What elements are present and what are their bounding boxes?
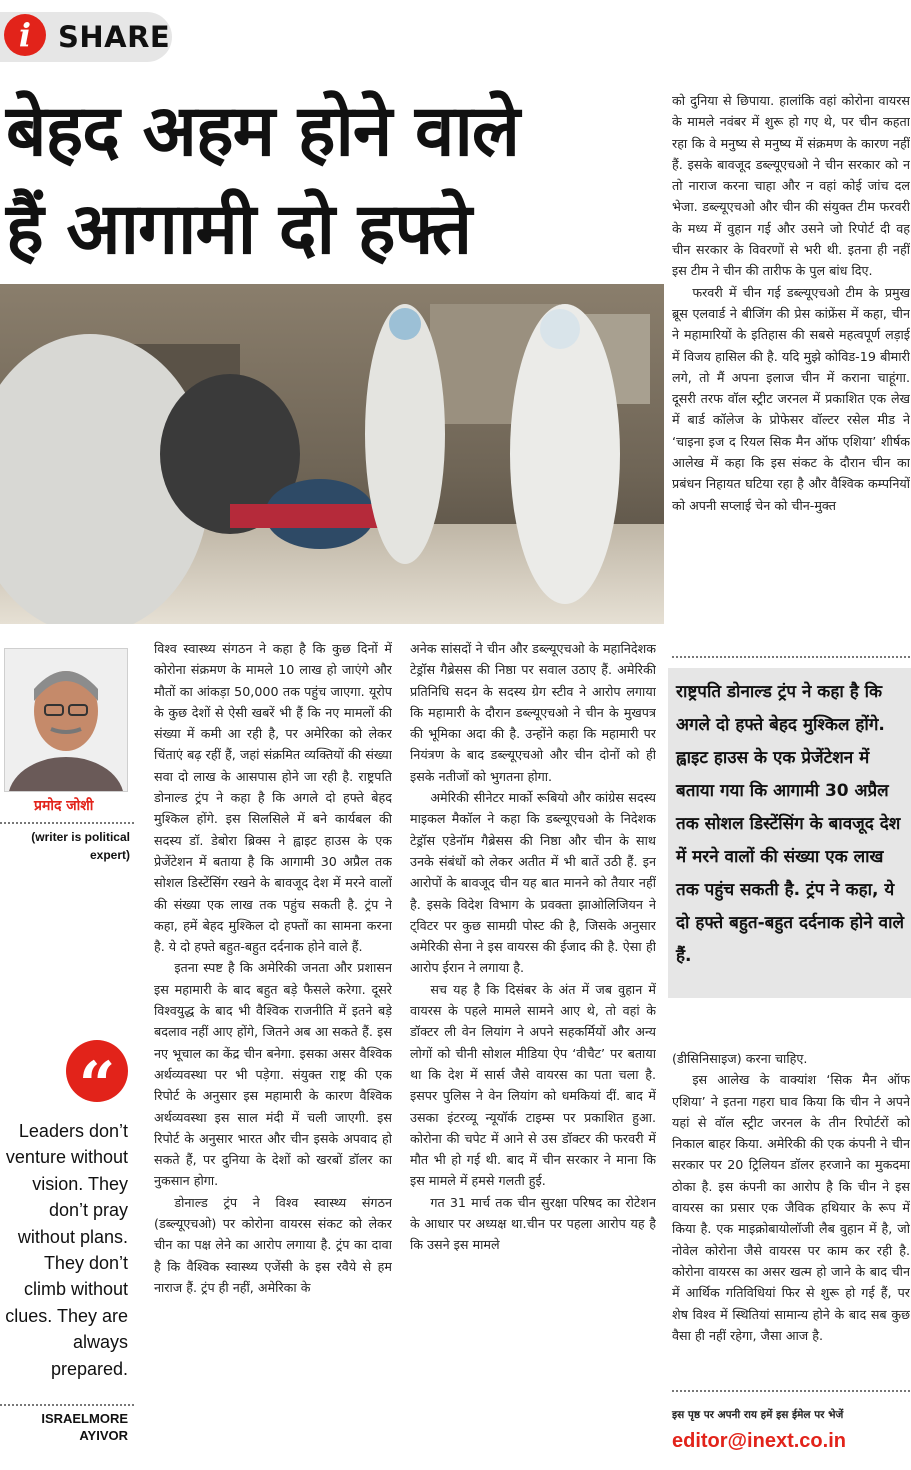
article-column-3-top bbox=[672, 90, 910, 665]
quote-divider bbox=[0, 1404, 134, 1406]
paragraph: (डीसिनिसाइज) करना चाहिए. bbox=[672, 1051, 808, 1066]
author-divider bbox=[0, 822, 134, 824]
paragraph: डोनाल्ड ट्रंप ने विश्व स्वास्थ्य संगठन (डब्ल्यूएचओ) पर कोरोना वायरस संकट को लेकर चीन का पक्ष लेने का आरोप लगाया है. ट्रंप का दावा है कि वैश्विक स्वास्थ्य एजेंसी के इस रवैये से हम नाराज हैं. ट्रंप ही नहीं, अमेरिका के bbox=[154, 1194, 392, 1295]
paragraph: सच यह है कि दिसंबर के अंत में जब वुहान में वायरस के पहले मामले सामने आए थे, तो वहां के डॉक्टर ली वेन लियांग ने अपने सहकर्मियों और अन्य लोगों को चीनी सोशल मीडिया ऐप ‘वीचैट’ पर बताया था कि देश में सार्स जैसे वायरस का पता चला है. इसपर पुलिस ने वेन लियांग को धमकियां दीं. बाद में उसका इंटरव्यू न्यूयॉर्क टाइम्स पर प्रकाशित हुआ. कोरोना की चपेट में आने से उस डॉक्टर की फरवरी में मौत भी हो गई थी. बाद में चीन सरकार ने माना कि इस मामले में हमसे गलती हुई. bbox=[410, 981, 656, 1189]
paragraph: इस आलेख के वाक्यांश ‘सिक मैन ऑफ एशिया’ ने इतना गहरा घाव किया कि चीन ने अपने यहां से वॉल स्ट्रीट जरनल के तीन रिपोर्टरों को निकाल बाहर किया. अमेरिकी की एक कंपनी ने चीन सरकार पर 20 ट्रिलियन डॉलर हरजाने का मुकदमा ठोका है. इस कंपनी का आरोप है कि चीन ने इस वायरस का प्रसार एक जैविक हथियार के रूप में किया है. एक माइक्रोबायोलॉजी लैब वुहान में है, जो नोवेल कोरोना जैसे वायरस पर काम कर रही है. कोरोना वायरस का असर खत्म हो जाने के बाद चीन में आर्थिक गतिविधियां फिर से शुरू हो गई हैं, पर शेष विश्व में स्थितियां सामान्य होने के बाद सब कुछ वैसा ही नहीं रहेगा, जैसा आज है. bbox=[672, 1072, 910, 1343]
pull-quote-divider bbox=[672, 656, 910, 658]
quote-author: ISRAELMORE AYIVOR bbox=[41, 1411, 128, 1443]
feedback-email-link[interactable]: editor@inext.co.in bbox=[672, 1430, 846, 1452]
paragraph: अमेरिकी सीनेटर मार्को रूबियो और कांग्रेस सदस्य माइकल मैकॉल ने कहा कि डब्ल्यूएचओ के निदेशक टेड्रॉस एडेनॉम गैब्रेसस की निष्ठा और चीन के साथ उनके संबंधों को लेकर अतीत में भी बातें उठी हैं. इन आरोपों के बावजूद चीन यह बात मानने को तैयार नहीं है. इसके विदेश विभाग के प्रवक्ता झाओलिजियन ने ट्विटर पर कुछ सामग्री पोस्ट की है, जिसके अनुसार अमेरिकी सेना ने इस वायरस की ईजाद की है. ऐसा ही आरोप ईरान ने लगाया है. bbox=[410, 790, 656, 976]
footer-divider bbox=[672, 1390, 910, 1392]
brand-logo: i bbox=[4, 14, 46, 56]
paragraph: विश्व स्वास्थ्य संगठन ने कहा है कि कुछ दिनों में कोरोना संक्रमण के मामले 10 लाख हो जाएंगे और मौतों का आंकड़ा 50,000 तक पहुंच जाएगा. यूरोप के कुछ देशों से ऐसी खबरें भी हैं कि नए मामलों की संख्या में कमी आ रही है, पर अमेरिका को लेकर चिंताएं बढ़ रहीं हैं, जहां संक्रमित व्यक्तियों की संख्या सवा दो लाख के आसपास होने जा रही है. राष्ट्रपति डोनाल्ड ट्रंप ने कहा है कि अगले दो हफ्ते बेहद मुश्किल होंगे. इस सिलसिले में बने कार्यबल की सदस्य डॉ. डेबोरा ब्रिक्स ने ह्वाइट हाउस के एक प्रेजेंटेशन में बताया है कि आगामी 30 अप्रैल तक सोशल डिस्टेंसिंग रखने के बावजूद देश में मरने वालों की संख्या एक लाख तक पहुंच सकती है. ट्रंप ने कहा, हमें बेहद मुश्किल दो हफ्तों का सामना करना है. ये दो हफ्ते बहुत-बहुत दर्दनाक होने वाले हैं. bbox=[154, 641, 392, 955]
quote-text: Leaders don’t venture without vision. They don’t pray without plans. They don’t climb without clues. They are always prepared. bbox=[5, 1121, 128, 1379]
quote-icon: “ bbox=[66, 1040, 128, 1102]
pull-quote-text: राष्ट्रपति डोनाल्ड ट्रंप ने कहा है कि अगले दो हफ्ते बेहद मुश्किल होंगे. ह्वाइट हाउस के एक प्रेजेंटेशन में बताया गया कि आगामी 30 अप्रैल तक सोशल डिस्टेंसिंग के बावजूद देश में मरने वालों की संख्या एक लाख तक पहुंच सकती है. ट्रंप ने कहा, ये दो हफ्ते बहुत-बहुत दर्दनाक होने वाले हैं. bbox=[676, 682, 904, 966]
article-column-2 bbox=[410, 638, 656, 1468]
headline-line-1: बेहद अहम होने वाले bbox=[6, 89, 519, 172]
section-label: SHARE bbox=[58, 20, 171, 54]
headline-line-2: हैं आगामी दो हफ्ते bbox=[6, 187, 472, 270]
article-column-1 bbox=[154, 638, 392, 1468]
photo-ppe-worker-center bbox=[365, 304, 445, 564]
photo-mask bbox=[389, 308, 421, 340]
paragraph: अनेक सांसदों ने चीन और डब्ल्यूएचओ के महानिदेशक टेड्रॉस गैब्रेसस की निष्ठा पर सवाल उठाए हैं. अमेरिकी प्रतिनिधि सदन के सदस्य ग्रेग स्टीव ने आरोप लगाया कि महामारी के दौरान डब्ल्यूएचओ ने चीन के मुखपत्र की भूमिका अदा की है. उन्होंने कहा कि महामारी पर नियंत्रण के बाद डब्ल्यूएचओ और चीन दोनों को ही इसके नतीजों को भुगतना होगा. bbox=[410, 641, 656, 784]
author-photo bbox=[4, 648, 128, 792]
paragraph: फरवरी में चीन गई डब्ल्यूएचओ टीम के प्रमुख ब्रूस एलवार्ड ने बीजिंग की प्रेस कांफ्रेंस में कहा, चीन ने महामारियों के इतिहास की सबसे महत्वपूर्ण लड़ाई में विजय हासिल की है. यदि मुझे कोविड-19 बीमारी लगे, तो मैं अपना इलाज चीन में कराना चाहूंगा. दूसरी तरफ वॉल स्ट्रीट जरनल में प्रकाशित एक लेख में बार्ड कॉलेज के प्रोफेसर वॉल्टर रसेल मीड ने ‘चाइना इज द रियल सिक मैन ऑफ एशिया’ शीर्षक आलेख में कहा कि इस संकट के दौरान चीन का प्रबंधन निहायत घटिया रहा है और वैश्विक कम्पनियों को अपनी सप्लाई चेन को चीन-मुक्त bbox=[672, 284, 910, 513]
hospital-photo bbox=[0, 284, 664, 624]
photo-ppe-worker-right bbox=[510, 304, 620, 604]
paragraph: को दुनिया से छिपाया. हालांकि वहां कोरोना वायरस के मामले नवंबर में शुरू हो गए थे, पर चीन कहता रहा कि वे मनुष्य से मनुष्य में संक्रमण के कारण नहीं हैं. इसके बावजूद डब्ल्यूएचओ ने चीन सरकार को न तो नाराज करना चाहा और न वहां कोई जांच दल भेजा. डब्ल्यूएचओ और चीन की संयुक्त टीम फरवरी के मध्य में वुहान गई और उसने जो रिपोर्ट दी वह चीन सरकार के विवरणों से भरी थी. इतना ही नहीं इस टीम ने चीन की तारीफ के पुल बांध दिए. bbox=[672, 93, 910, 279]
paragraph: इतना स्पष्ट है कि अमेरिकी जनता और प्रशासन इस महामारी के बाद बहुत बड़े फैसले करेगा. दूसरे विश्वयुद्ध के बाद भी वैश्विक राजनीति में इतने बड़े बदलाव नहीं आए होंगे, जितने अब आ सकते हैं. इस नए भूचाल का केंद्र चीन बनेगा. इसका असर वैश्विक अर्थव्यवस्था पर भी पड़ेगा. संयुक्त राष्ट्र की एक रिपोर्ट के अनुसार इस महामारी के कारण वैश्विक अर्थव्यवस्था इस साल मंदी में चली जाएगी. इस रिपोर्ट के अनुसार भारत और चीन इसके अपवाद हो सकते हैं, पर दुनिया के देशों को खरबों डॉलर का नुकसान होगा. bbox=[154, 960, 392, 1189]
author-bio: (writer is political expert) bbox=[31, 830, 130, 862]
paragraph: गत 31 मार्च तक चीन सुरक्षा परिषद का रोटेशन के आधार पर अध्यक्ष था.चीन पर पहला आरोप यह है कि उसने इस मामले bbox=[410, 1194, 656, 1253]
feedback-label: इस पृष्ठ पर अपनी राय हमें इस ईमेल पर भेजें bbox=[672, 1409, 844, 1421]
author-name: प्रमोद जोशी bbox=[34, 798, 94, 814]
photo-hood bbox=[540, 309, 580, 349]
article-column-3-bottom bbox=[672, 1048, 910, 1378]
